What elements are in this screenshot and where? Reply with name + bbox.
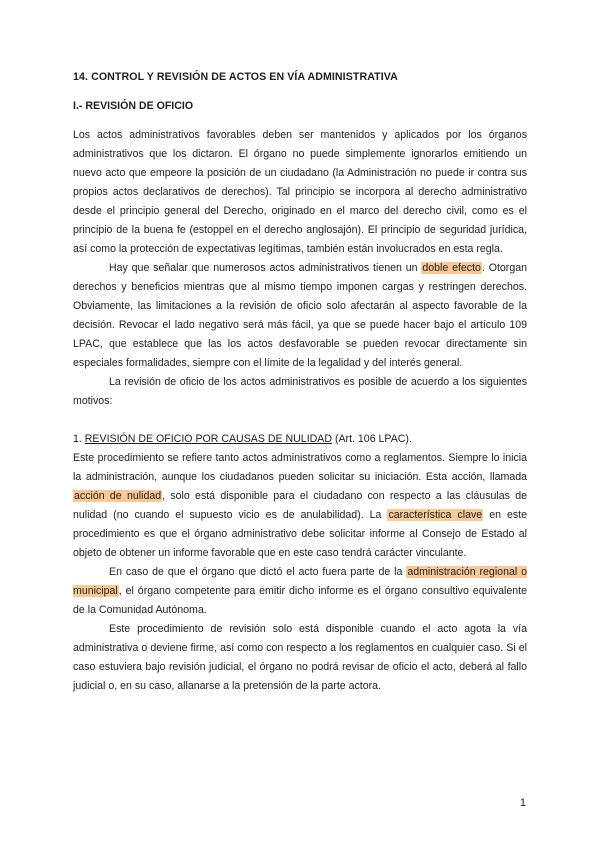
paragraph-6: Este procedimiento de revisión solo está disponible cuando el acto agota la vía administrativa o deviene firme, así como con respecto a los reglamentos en cualquier caso. Si el caso estuviera bajo revisión judicial, el órgano no podrá revisar de oficio el acto, deberá al fallo judicial o, en su caso, allanarse a la pretensión de la parte actora.	[73, 623, 527, 692]
paragraph-5	[73, 563, 527, 620]
paragraph-4-c: en este procedimiento es que el órgano administrativo debe solicitar informe al Consejo de Estado al objeto de obtener un informe favorable que en este caso tendrá carácter vinculante.	[73, 509, 527, 559]
section-heading: I.- REVISIÓN DE OFICIO	[73, 100, 194, 112]
highlight-administracion-regional: administración regional o municipal	[73, 566, 528, 597]
paragraph-4	[73, 449, 527, 563]
spacer	[73, 411, 527, 430]
highlight-accion-nulidad: acción de nulidad	[74, 490, 162, 502]
paragraph-2-after: . Otorgan derechos y beneficios mientras que al mismo tiempo imponen cargas y restringen derechos. Obviamente, las limitaciones a la revisión de oficio solo afectarán al aspecto favorable de la decisión. Revocar el lado negativo será más fácil, ya que se puede hacer bajo el artículo 109 LPAC, que establece que las los actos desfavorable se pueden revocar directamente sin especiales formalidades, siempre con el límite de la legalidad y del interés general.	[73, 262, 527, 369]
paragraph-3: La revisión de oficio de los actos administrativos es posible de acuerdo a los siguientes motivos:	[73, 376, 527, 407]
subsection-ref: (Art. 106 LPAC).	[332, 433, 412, 445]
paragraph-4-b: , solo está disponible para el ciudadano con respecto a las cláusulas de nulidad (no cuando el supuesto vicio es de anulabilidad). La	[73, 490, 527, 521]
highlight-doble-efecto: doble efecto	[422, 262, 481, 274]
paragraph-1: Los actos administrativos favorables deben ser mantenidos y aplicados por los órganos administrativos que los dictaron. El órgano no puede simplemente ignorarlos emitiendo un nuevo acto que empeore la posición de un ciudadano (la Administración no puede ir contra sus propios actos declarativos de derechos). Tal principio se incorpora al derecho administrativo desde el principio general del Derecho, originado en el marco del derecho civil, como es el principio de la buena fe (estoppel en el derecho anglosajón). El principio de seguridad jurídica, así como la protección de expectativas legítimas, también están involucrados en esta regla.	[73, 129, 527, 255]
paragraph-5-after: , el órgano competente para emitir dicho informe es el órgano consultivo equivalente de la Comunidad Autónoma.	[73, 585, 527, 616]
subsection-number: 1.	[73, 433, 85, 445]
chapter-heading: 14. CONTROL Y REVISIÓN DE ACTOS EN VÍA ADMINISTRATIVA	[73, 71, 398, 83]
page-number: 1	[519, 797, 526, 809]
page-content	[73, 70, 527, 696]
subsection-heading	[73, 430, 527, 449]
paragraph-5-before: En caso de que el órgano que dictó el acto fuera parte de la	[109, 566, 407, 578]
paragraph-2	[73, 259, 527, 373]
paragraph-4-a: Este procedimiento se refiere tanto actos administrativos como a reglamentos. Siempre lo inicia la administración, aunque los ciudadanos pueden solicitar su iniciación. Esta acción, llamada	[73, 452, 527, 483]
highlight-caracteristica-clave: característica clave	[388, 509, 483, 521]
paragraph-2-before: Hay que señalar que numerosos actos administrativos tienen un	[109, 262, 422, 274]
subsection-title: REVISIÓN DE OFICIO POR CAUSAS DE NULIDAD	[84, 433, 333, 445]
